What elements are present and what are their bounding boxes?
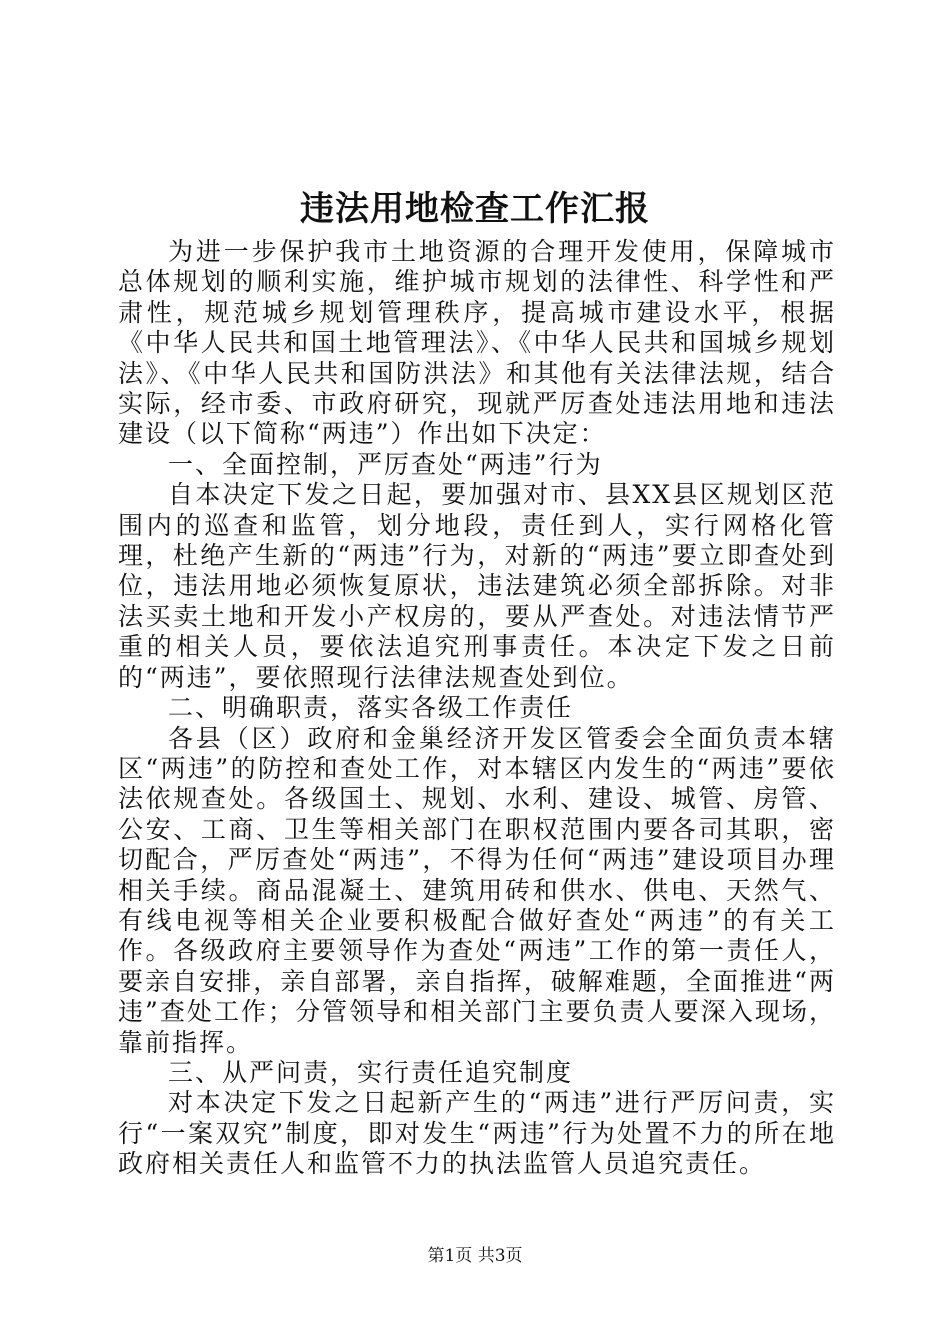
section-heading-3: 三、从严问责，实行责任追究制度 <box>168 1057 574 1087</box>
section-heading-2: 二、明确职责，落实各级工作责任 <box>168 693 574 723</box>
section-paragraph-2: 各县（区）政府和金巢经济开发区管委会全面负责本辖区“两违”的防控和查处工作，对本辖区内发生的“两违”要依法依规查处。各级国土、规划、水利、建设、城管、房管、公安、工商、卫生等相关部门在职权范围内要各司其职，密切配合，严厉查处“两违”，不得为任何“两违”建设项目办理相关手续。商品混凝土、建筑用砖和供水、供电、天然气、有线电视等相关企业要积极配合做好查处“两违”的有关工作。各级政府主要领导作为查处“两违”工作的第一责任人，要亲自安排，亲自部署，亲自指挥，破解难题，全面推进“两违”查处工作；分管领导和相关部门主要负责人要深入现场，靠前指挥。 <box>118 723 836 1057</box>
section-paragraph-1: 自本决定下发之日起，要加强对市、县XX县区规划区范围内的巡查和监管，划分地段，责任到人，实行网格化管理，杜绝产生新的“两违”行为，对新的“两违”要立即查处到位，违法用地必须恢复原状，违法建筑必须全部拆除。对非法买卖土地和开发小产权房的，要从严查处。对违法情节严重的相关人员，要依法追究刑事责任。本决定下发之日前的“两违”，要依照现行法律法规查处到位。 <box>118 480 836 692</box>
section-paragraph-3: 对本决定下发之日起新产生的“两违”进行严厉问责，实行“一案双究”制度，即对发生“两违”行为处置不力的所在地政府相关责任人和监管不力的执法监管人员追究责任。 <box>118 1088 836 1179</box>
document-body <box>118 237 836 1180</box>
intro-paragraph: 为进一步保护我市土地资源的合理开发使用，保障城市总体规划的顺利实施，维护城市规划的法律性、科学性和严肃性，规范城乡规划管理秩序，提高城市建设水平，根据《中华人民共和国土地管理法》、《中华人民共和国城乡规划法》、《中华人民共和国防洪法》和其他有关法律法规，结合实际，经市委、市政府研究，现就严厉查处违法用地和违法建设（以下简称“两违”）作出如下决定： <box>118 237 836 449</box>
page-number-footer: 第1页 共3页 <box>427 1246 523 1266</box>
section-heading-1: 一、全面控制，严厉查处“两违”行为 <box>168 449 603 479</box>
document-title: 违法用地检查工作汇报 <box>300 189 650 229</box>
